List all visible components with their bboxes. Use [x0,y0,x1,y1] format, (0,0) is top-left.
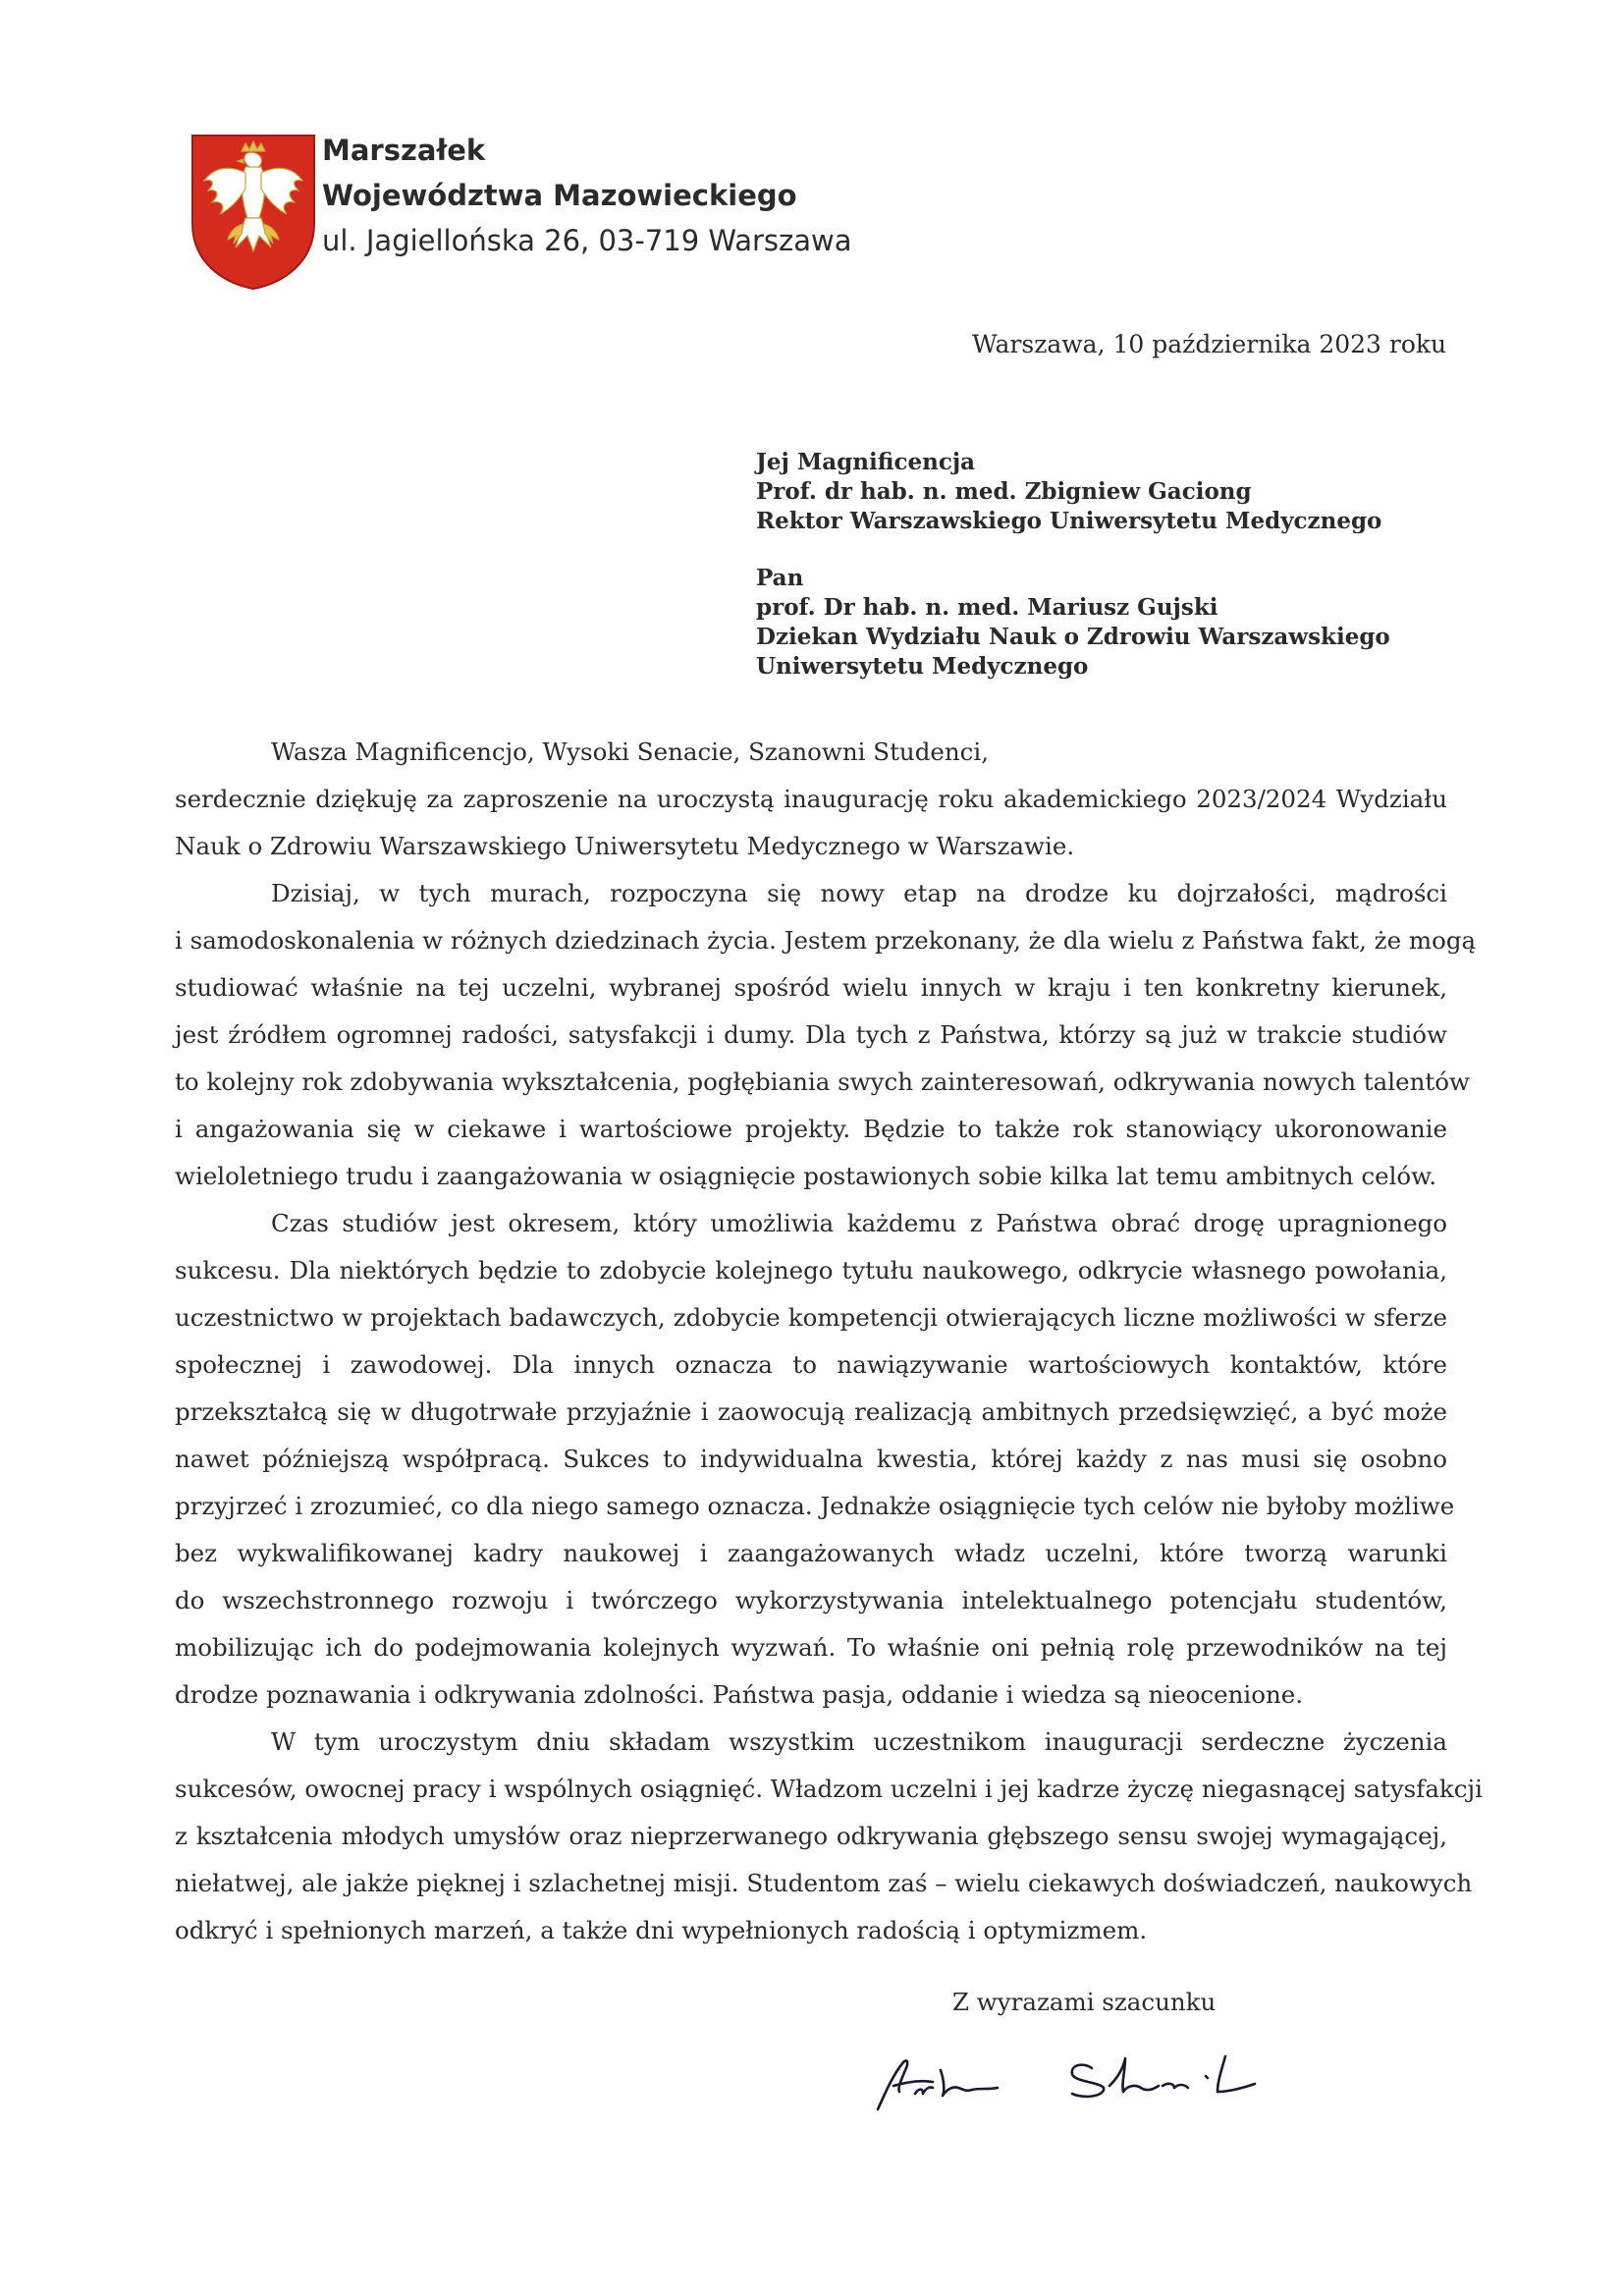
body-line: i samodoskonalenia w różnych dziedzinach życia. Jestem przekonany, że dla wielu z Państwa fakt, że mogą [175,926,1477,955]
body-line: Czas studiów jest okresem, który umożliwia każdemu z Państwa obrać drogę upragnionego [271,1209,1447,1237]
recipient-line: Dziekan Wydziału Nauk o Zdrowiu Warszawskiego [756,624,1390,650]
body-line: Dzisiaj, w tych murach, rozpoczyna się nowy etap na drodze ku dojrzałości, mądrości [271,879,1447,907]
body-line: sukcesu. Dla niektórych będzie to zdobycie kolejnego tytułu naukowego, odkrycie własnego powołania, [175,1256,1447,1285]
body-line: mobilizując ich do podejmowania kolejnych wyzwań. To właśnie oni pełnią rolę przewodników na tej [175,1633,1447,1662]
body-line: do wszechstronnego rozwoju i twórczego wykorzystywania intelektualnego potencjału studentów, [175,1586,1447,1614]
body-line: to kolejny rok zdobywania wykształcenia, pogłębiania swych zainteresowań, odkrywania nowych talentów [175,1067,1470,1096]
recipient-line: Prof. dr hab. n. med. Zbigniew Gaciong [756,478,1252,505]
body-line: serdecznie dziękuję za zaproszenie na uroczystą inaugurację roku akademickiego 2023/2024 Wydziału [175,785,1447,813]
body-line: społecznej i zawodowej. Dla innych oznacza to nawiązywanie wartościowych kontaktów, które [175,1350,1447,1379]
letter-date: Warszawa, 10 października 2023 roku [972,330,1447,358]
mazovia-eagle-crest-icon [187,130,320,293]
body-line: z kształcenia młodych umysłów oraz nieprzerwanego odkrywania głębszego sensu swojej wymagającej, [175,1822,1447,1850]
letterhead-subtitle: Województwa Mazowieckiego [322,179,797,212]
letter-body [175,729,1483,1954]
salutation: Wasza Magnificencjo, Wysoki Senacie, Szanowni Studenci, [271,738,990,766]
letterhead-title: Marszałek [322,134,486,167]
recipient-line: Uniwersytetu Medycznego [756,653,1089,680]
body-line: przyjrzeć i zrozumieć, co dla niego samego oznacza. Jednakże osiągnięcie tych celów nie byłoby możliwe [175,1492,1455,1520]
body-line: przekształcą się w długotrwałe przyjaźnie i zaowocują realizacją ambitnych przedsięwzięć, a być może [175,1397,1447,1426]
body-line: jest źródłem ogromnej radości, satysfakcji i dumy. Dla tych z Państwa, którzy są już w trakcie studiów [175,1020,1447,1049]
recipient-line: Rektor Warszawskiego Uniwersytetu Medycznego [756,508,1382,534]
body-line: wieloletniego trudu i zaangażowania w osiągnięcie postawionych sobie kilka lat temu ambitnych celów. [175,1162,1437,1190]
body-line: sukcesów, owocnej pracy i wspólnych osiągnięć. Władzom uczelni i jej kadrze życzę niegasnącej satysfakcji [175,1775,1483,1803]
body-line: drodze poznawania i odkrywania zdolności. Państwa pasja, oddanie i wiedza są nieocenione. [175,1680,1304,1709]
body-line: uczestnictwo w projektach badawczych, zdobycie kompetencji otwierających liczne możliwości w sferze [175,1303,1447,1332]
body-line: odkryć i spełnionych marzeń, a także dni wypełnionych radością i optymizmem. [175,1916,1148,1944]
body-line: Nauk o Zdrowiu Warszawskiego Uniwersytetu Medycznego w Warszawie. [175,832,1075,860]
recipient-block-dean [756,564,1390,682]
body-line: studiować właśnie na tej uczelni, wybranej spośród wielu innych w kraju i ten konkretny kierunek, [175,973,1447,1002]
letterhead [322,128,852,263]
body-line: W tym uroczystym dniu składam wszystkim uczestnikom inauguracji serdeczne życzenia [271,1727,1447,1756]
body-line: i angażowania się w ciekawe i wartościowe projekty. Będzie to także rok stanowiący ukoronowanie [175,1115,1447,1143]
body-line: bez wykwalifikowanej kadry naukowej i zaangażowanych władz uczelni, które tworzą warunki [175,1539,1447,1567]
recipient-line: Jej Magnificencja [756,449,976,475]
closing-phrase: Z wyrazami szacunku [952,1988,1217,2016]
handwritten-signature-icon [864,2031,1296,2119]
body-line: niełatwej, ale jakże pięknej i szlachetnej misji. Studentom zaś – wielu ciekawych doświadczeń, naukowych [175,1869,1473,1897]
letterhead-address: ul. Jagiellońska 26, 03-719 Warszawa [322,224,852,257]
body-line: nawet późniejszą współpracą. Sukces to indywidualna kwestia, której każdy z nas musi się osobno [175,1445,1447,1473]
recipient-block-rector [756,448,1381,536]
recipient-line: prof. Dr hab. n. med. Mariusz Gujski [756,594,1218,621]
recipient-line: Pan [756,565,804,591]
